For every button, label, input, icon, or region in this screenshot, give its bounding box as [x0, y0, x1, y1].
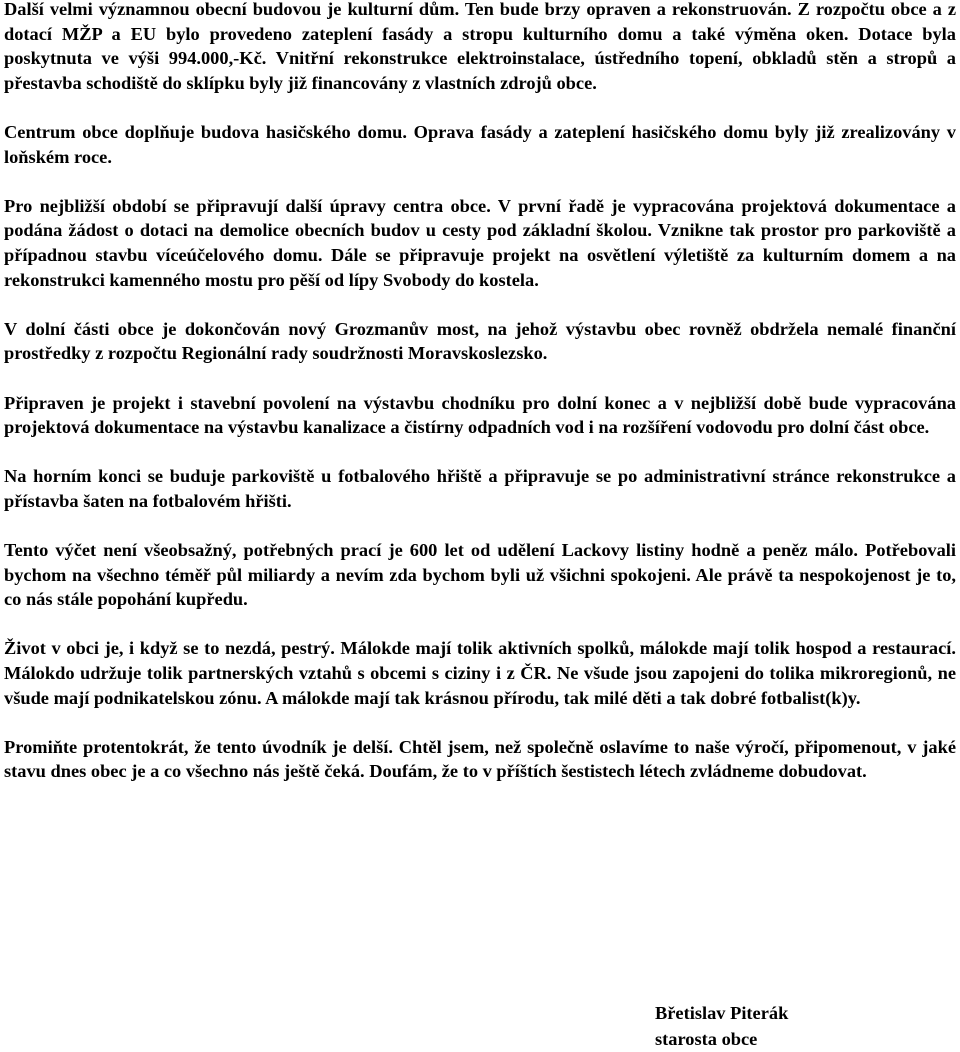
paragraph-spacer — [4, 612, 956, 637]
paragraph-spacer — [4, 292, 956, 317]
paragraph-parking: Na horním konci se buduje parkoviště u fotbalového hřiště a připravuje se po administrativní stránce rekonstrukce a přístavba šaten na fotbalovém hřišti. — [4, 466, 956, 511]
paragraph-village-life: Život v obci je, i když se to nezdá, pestrý. Málokde mají tolik aktivních spolků, málokde mají tolik hospod a restaurací. Málokdo udržuje tolik partnerských vztahů s obcemi s ciziny i z ČR. Ne všude jsou zapojeni do tolika mikroregionů, ne všude mají podnikatelskou zónu. A málokde mají tak krásnou přírodu, tak milé děti a tak dobré fotbalist(k)y. — [4, 638, 956, 708]
signature-title: starosta obce — [655, 1029, 758, 1049]
paragraph-spacer — [4, 440, 956, 465]
paragraph-bridge: V dolní části obce je dokončován nový Grozmanův most, na jehož výstavbu obec rovněž obdržela nemalé finanční prostředky z rozpočtu Regionální rady soudržnosti Moravskoslezsko. — [4, 318, 956, 364]
signature-name: Břetislav Piterák — [655, 1003, 789, 1023]
paragraph-spacer — [4, 95, 956, 120]
paragraph-sidewalk-sewage: Připraven je projekt i stavební povolení na výstavbu chodníku pro dolní konec a v nejbližší době bude vypracována projektová dokumentace na výstavbu kanalizace a čistírny odpadních vod i na rozšíření vodovodu pro dolní část obce. — [4, 392, 956, 438]
paragraph-spacer — [4, 710, 956, 735]
paragraph-summary: Tento výčet není všeobsažný, potřebných prací je 600 let od udělení Lackovy listiny hodně a peněz málo. Potřebovali bychom na všechno téměř půl miliardy a nevím zda bychom byli už všichni spokojeni. Ale právě ta nespokojenost je to, co nás stále popohání kupředu. — [4, 540, 956, 610]
signature-block — [655, 1000, 788, 1052]
paragraph-spacer — [4, 513, 956, 538]
paragraph-cultural-house: Další velmi významnou obecní budovou je kulturní dům. Ten bude brzy opraven a rekonstruován. Z rozpočtu obce a z dotací MŽP a EU bylo provedeno zateplení fasády a stropu kulturního domu a také výměna oken. Dotace byla poskytnuta ve výši 994.000,-Kč. Vnitřní rekonstrukce elektroinstalace, ústředního topení, obkladů stěn a stropů a přestavba schodiště do sklípku byly již financovány z vlastních zdrojů obce. — [4, 0, 956, 93]
paragraph-closing: Promiňte protentokrát, že tento úvodník je delší. Chtěl jsem, než společně oslavíme to naše výročí, připomenout, v jaké stavu dnes obec je a co všechno nás ještě čeká. Doufám, že to v příštích šestistech létech zvládneme dobudovat. — [4, 736, 956, 782]
paragraph-center-plans: Pro nejbližší období se připravují další úpravy centra obce. V první řadě je vypracována projektová dokumentace a podána žádost o dotaci na demolice obecních budov u cesty pod základní školou. Vznikne tak prostor pro parkoviště a případnou stavbu víceúčelového domu. Dále se připravuje projekt na osvětlení výletiště za kulturním domem a na rekonstrukci kamenného mostu pro pěší od lípy Svobody do kostela. — [4, 195, 956, 290]
paragraph-spacer — [4, 366, 956, 391]
paragraph-spacer — [4, 169, 956, 194]
paragraph-fire-station: Centrum obce doplňuje budova hasičského domu. Oprava fasády a zateplení hasičského domu byly již zrealizovány v loňském roce. — [4, 121, 956, 167]
